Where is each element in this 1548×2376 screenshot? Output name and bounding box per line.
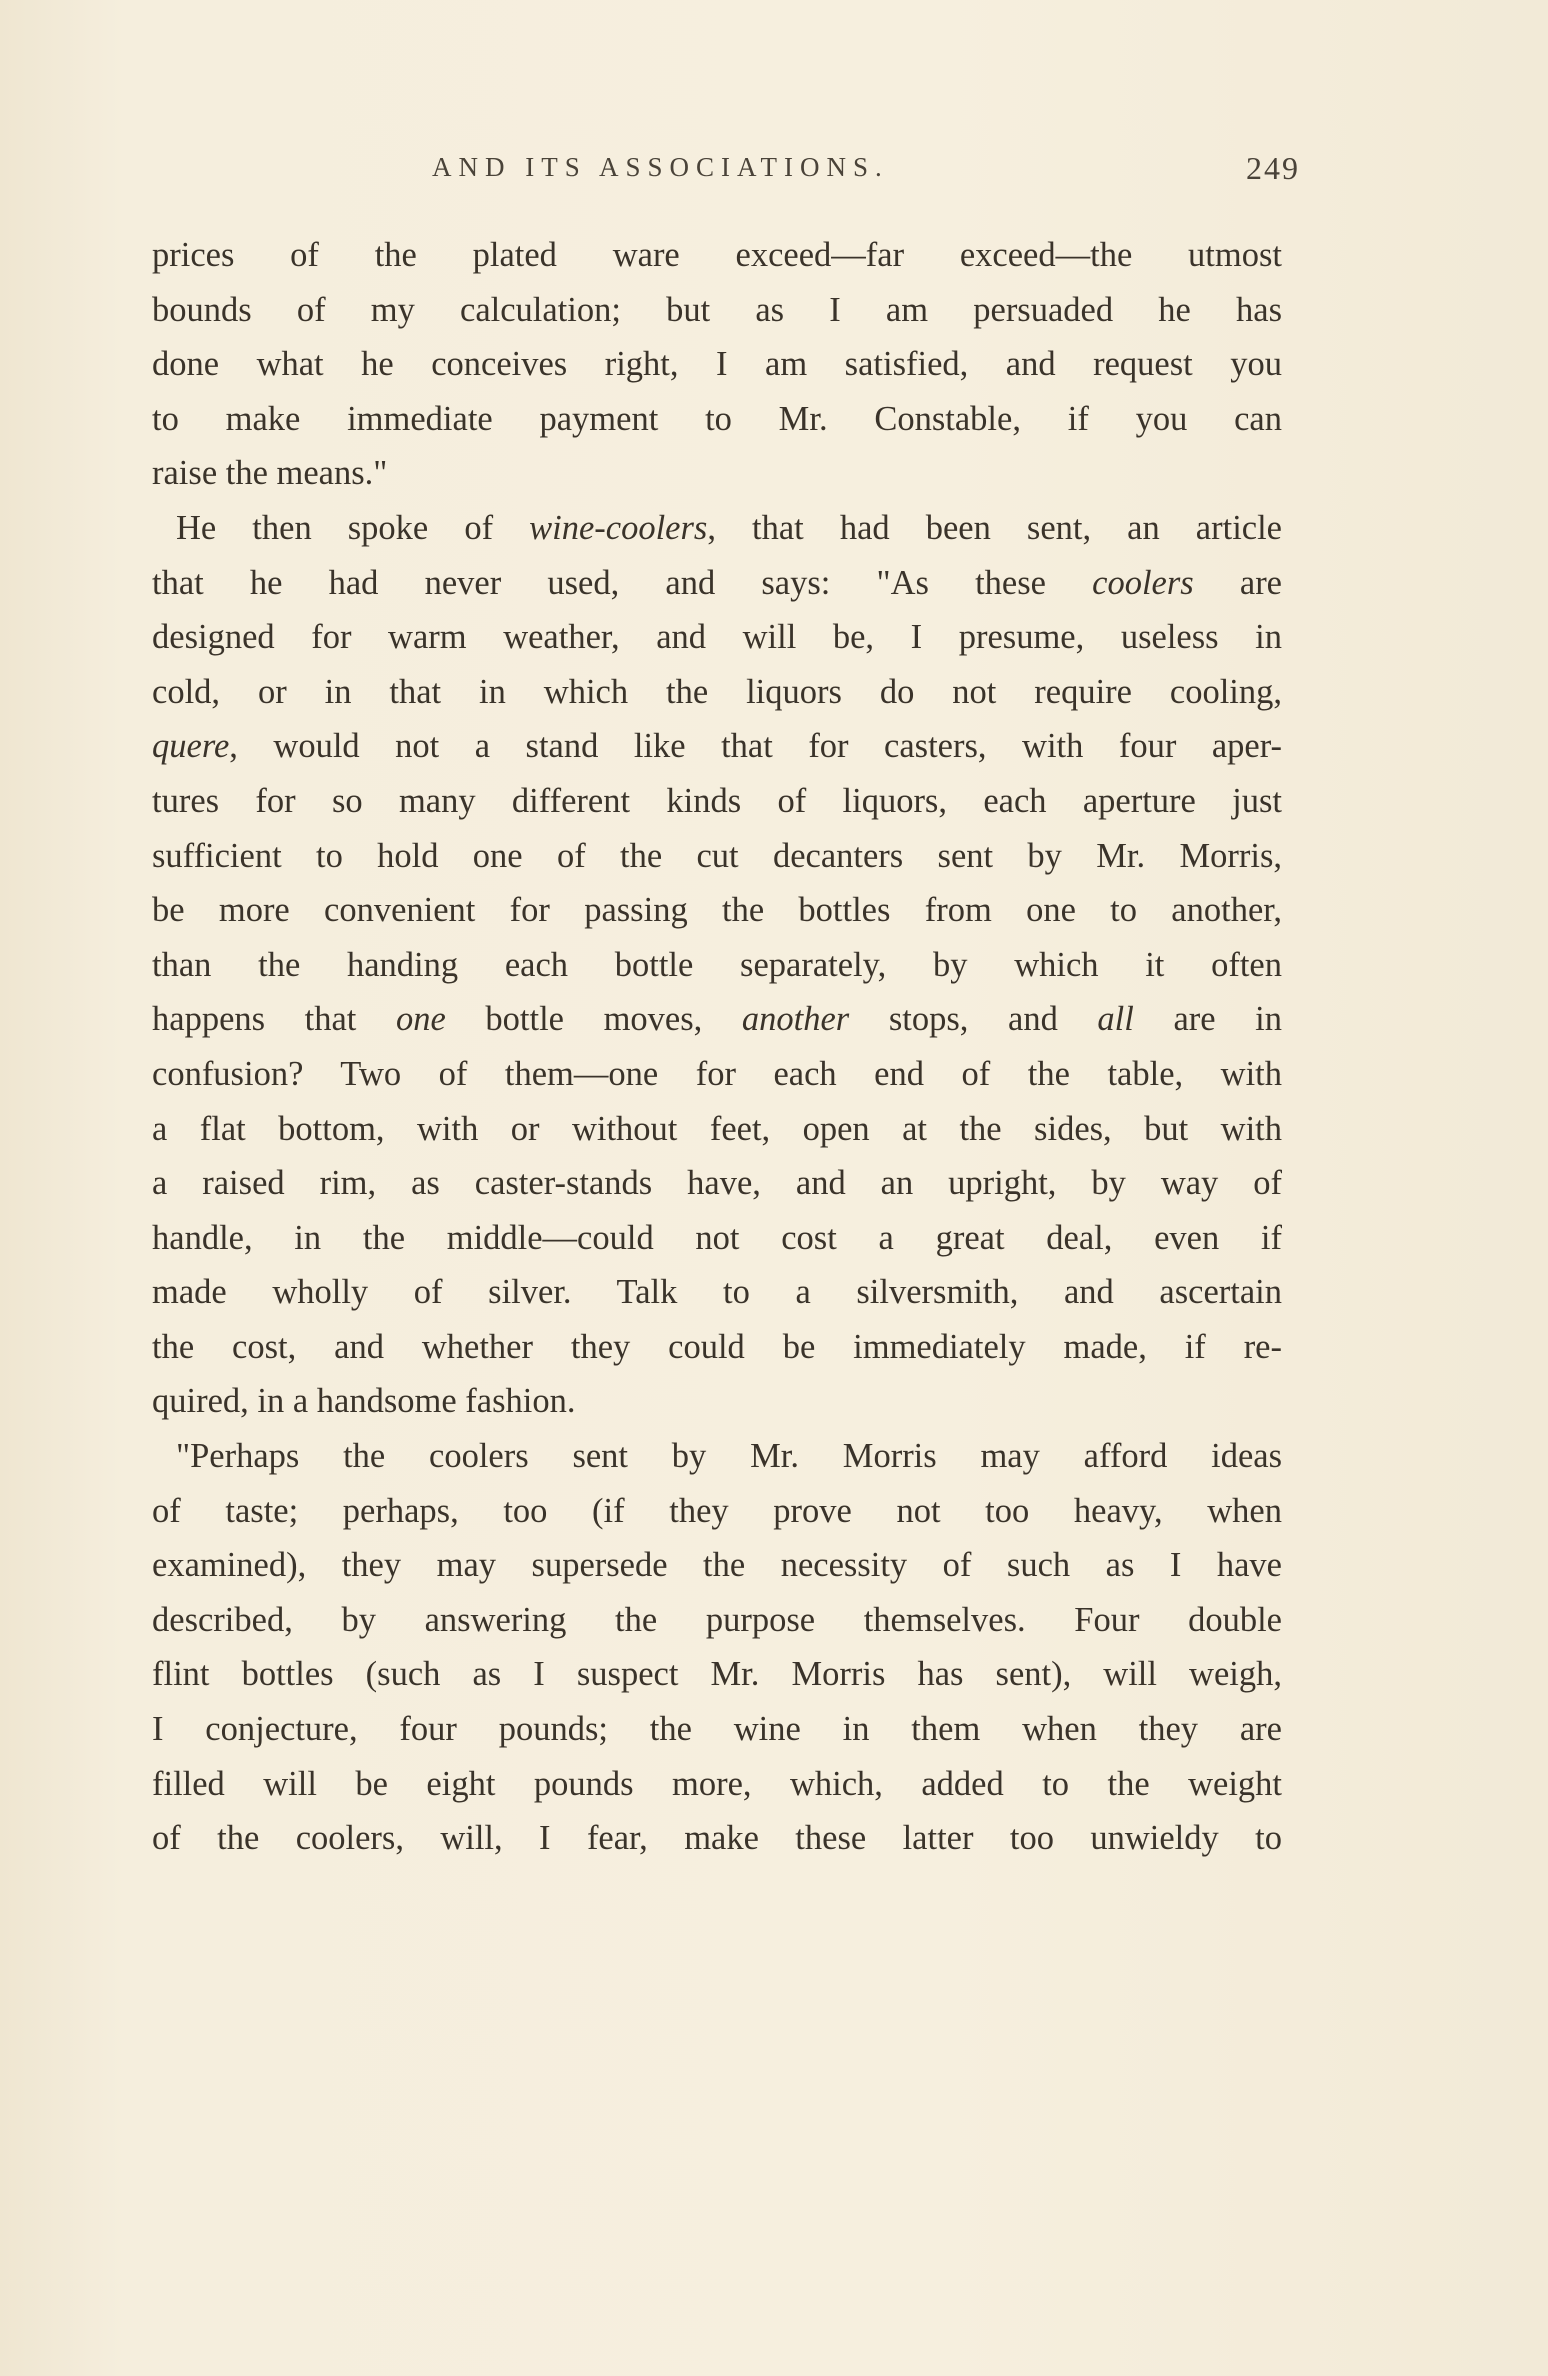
text-segment: bottle moves, [445,1000,742,1039]
text-line: a raised rim, as caster-stands have, and an upright, by way of [152,1164,1282,1203]
text-line [152,556,1282,611]
text-segment: He then spoke of [176,508,530,547]
text-line: bounds of my calculation; but as I am persuaded he has [152,290,1282,329]
text-line: tures for so many different kinds of liquors, each aperture just [152,781,1282,820]
text-segment: , would not a stand like that for casters, with four aper- [229,727,1282,766]
text-line: I conjecture, four pounds; the wine in them when they are [152,1710,1282,1749]
text-line [152,992,1282,1047]
text-line: designed for warm weather, and will be, I presume, useless in [152,618,1282,657]
italic-segment: all [1097,1000,1134,1039]
text-segment: , that had been sent, an article [707,508,1282,547]
text-line: prices of the plated ware exceed—far exceed—the utmost [152,236,1282,274]
running-head: AND ITS ASSOCIATIONS. [432,152,889,182]
text-segment: are [1193,563,1282,602]
text-line: a flat bottom, with or without feet, open at the sides, but with [152,1109,1282,1148]
text-line: raise the means." [152,454,388,493]
text-segment: stops, and [849,1000,1098,1039]
text-line: of taste; perhaps, too (if they prove not too heavy, when [152,1491,1282,1530]
italic-segment: quere [152,727,230,766]
italic-segment: wine-coolers [529,508,708,547]
text-line: filled will be eight pounds more, which, added to the weight [152,1764,1282,1803]
text-line: to make immediate payment to Mr. Constable, if you can [152,399,1282,438]
text-segment: are in [1133,1000,1282,1039]
text-line: done what he conceives right, I am satisfied, and request you [152,345,1282,384]
text-line: sufficient to hold one of the cut decanters sent by Mr. Morris, [152,836,1282,875]
text-line: examined), they may supersede the necessity of such as I have [152,1546,1282,1585]
text-line: the cost, and whether they could be immediately made, if re- [152,1327,1282,1366]
italic-segment: coolers [1092,563,1194,602]
text-line: of the coolers, will, I fear, make these latter too unwieldy to [152,1819,1282,1858]
text-line: handle, in the middle—could not cost a great deal, even if [152,1218,1282,1257]
text-line: than the handing each bottle separately, by which it often [152,945,1282,984]
page-header [432,152,1300,196]
text-line [152,501,1282,556]
text-line: be more convenient for passing the bottles from one to another, [152,891,1282,930]
text-line: cold, or in that in which the liquors do not require cooling, [152,672,1282,711]
text-line: made wholly of silver. Talk to a silversmith, and ascertain [152,1273,1282,1312]
text-line [152,719,1282,774]
text-segment: that he had never used, and says: "As these [152,563,1093,602]
text-line: quired, in a handsome fashion. [152,1382,576,1421]
text-line: confusion? Two of them—one for each end of the table, with [152,1054,1282,1093]
italic-segment: another [741,1000,850,1039]
text-line: flint bottles (such as I suspect Mr. Morris has sent), will weigh, [152,1655,1282,1694]
body-text [152,228,1282,1866]
text-segment: happens that [152,1000,396,1039]
page-number: 249 [1246,150,1300,186]
text-line: "Perhaps the coolers sent by Mr. Morris may afford ideas [176,1437,1282,1476]
text-line: described, by answering the purpose themselves. Four double [152,1600,1282,1639]
italic-segment: one [396,1000,446,1039]
